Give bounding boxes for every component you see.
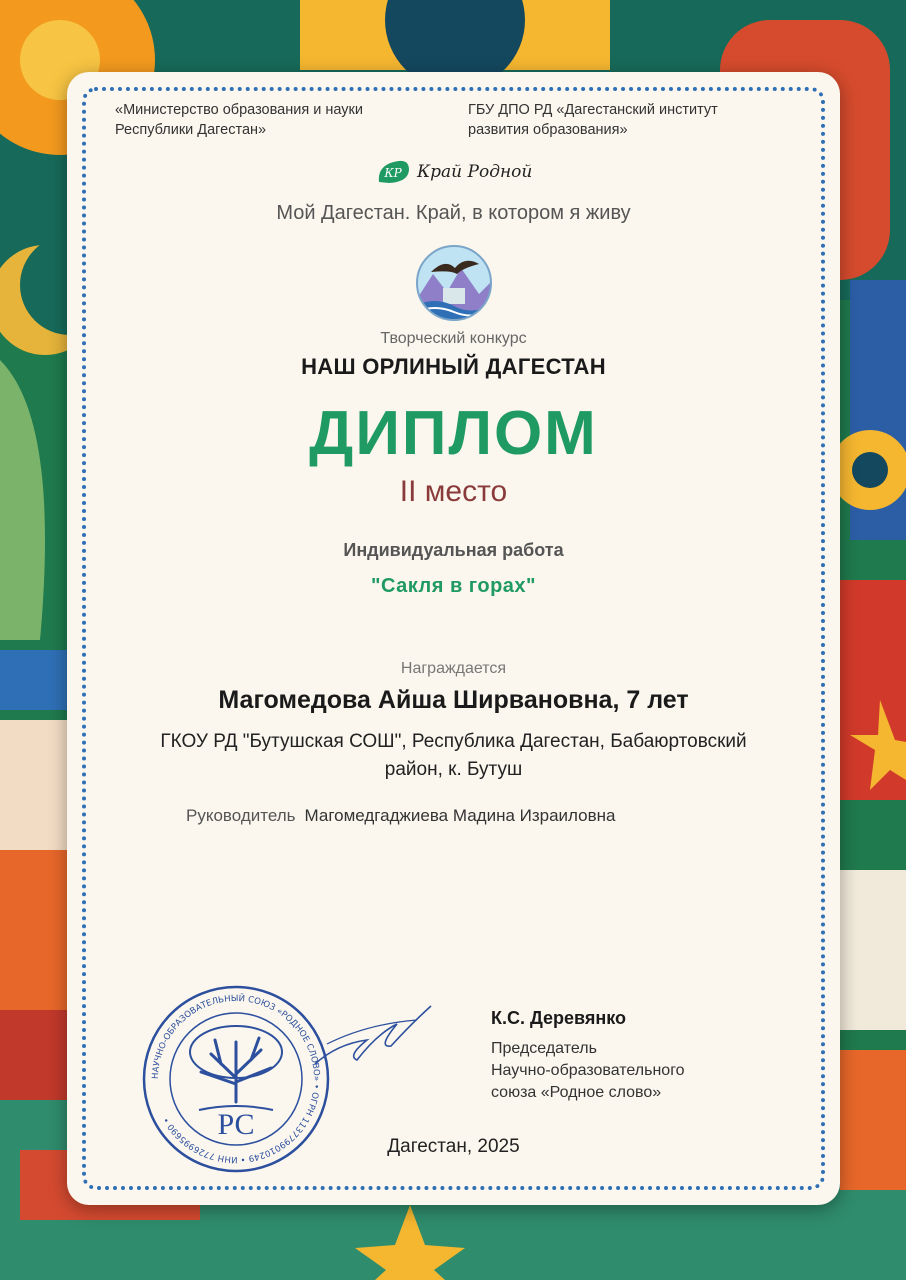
svg-text:КР: КР — [384, 166, 402, 180]
org-institute-line-1: ГБУ ДПО РД «Дагестанский институт — [468, 102, 718, 118]
org-institute-line-2: развития образования» — [468, 122, 628, 138]
motto: Мой Дагестан. Край, в котором я живу — [276, 202, 631, 224]
recipient-name: Магомедова Айша Ширвановна, 7 лет — [218, 686, 689, 714]
work-title: "Сакля в горах" — [370, 575, 537, 597]
signature — [307, 984, 437, 1084]
signer-title-line-2: Научно-образовательного — [491, 1062, 685, 1079]
org-ministry-line-2: Республики Дагестан» — [115, 122, 267, 138]
diploma-title: ДИПЛОМ — [309, 399, 598, 468]
diploma-card — [67, 72, 840, 1205]
svg-text:НАУЧНО-ОБРАЗОВАТЕЛЬНЫЙ СОЮЗ «Р: НАУЧНО-ОБРАЗОВАТЕЛЬНЫЙ СОЮЗ «РОДНОЕ СЛОВО» • ОГРН 1137799010249 • ИНН 7726995690 • — [150, 993, 322, 1165]
leader — [186, 806, 616, 826]
signer-title — [491, 1038, 751, 1104]
contest-label: Творческий конкурс — [380, 330, 527, 347]
place-and-year: Дагестан, 2025 — [387, 1136, 520, 1157]
org-ministry — [115, 100, 415, 140]
contest-eagle-emblem-icon — [415, 244, 493, 322]
signer-title-line-3: союза «Родное слово» — [491, 1084, 662, 1101]
leader-label: Руководитель — [186, 806, 296, 825]
org-institute — [468, 100, 788, 140]
awarded-label: Награждается — [400, 660, 507, 677]
kray-rodnoy-logo-icon — [375, 158, 411, 186]
signer-name: К.С. Деревянко — [491, 1008, 627, 1028]
school-line-2: район, к. Бутуш — [384, 759, 523, 780]
svg-text:РС: РС — [217, 1108, 255, 1141]
org-ministry-line-1: «Министерство образования и науки — [115, 102, 363, 118]
recipient-school — [107, 728, 800, 784]
place: II место — [399, 475, 508, 508]
brand-kray-rodnoy — [375, 156, 532, 188]
work-type: Индивидуальная работа — [343, 540, 564, 560]
school-line-1: ГКОУ РД "Бутушская СОШ", Республика Дагестан, Бабаюртовский — [160, 731, 747, 752]
brand-name: Край Родной — [417, 162, 533, 182]
contest-name: НАШ ОРЛИНЫЙ ДАГЕСТАН — [301, 354, 606, 379]
signer-title-line-1: Председатель — [491, 1040, 597, 1057]
leader-name: Магомедгаджиева Мадина Израиловна — [304, 806, 616, 825]
